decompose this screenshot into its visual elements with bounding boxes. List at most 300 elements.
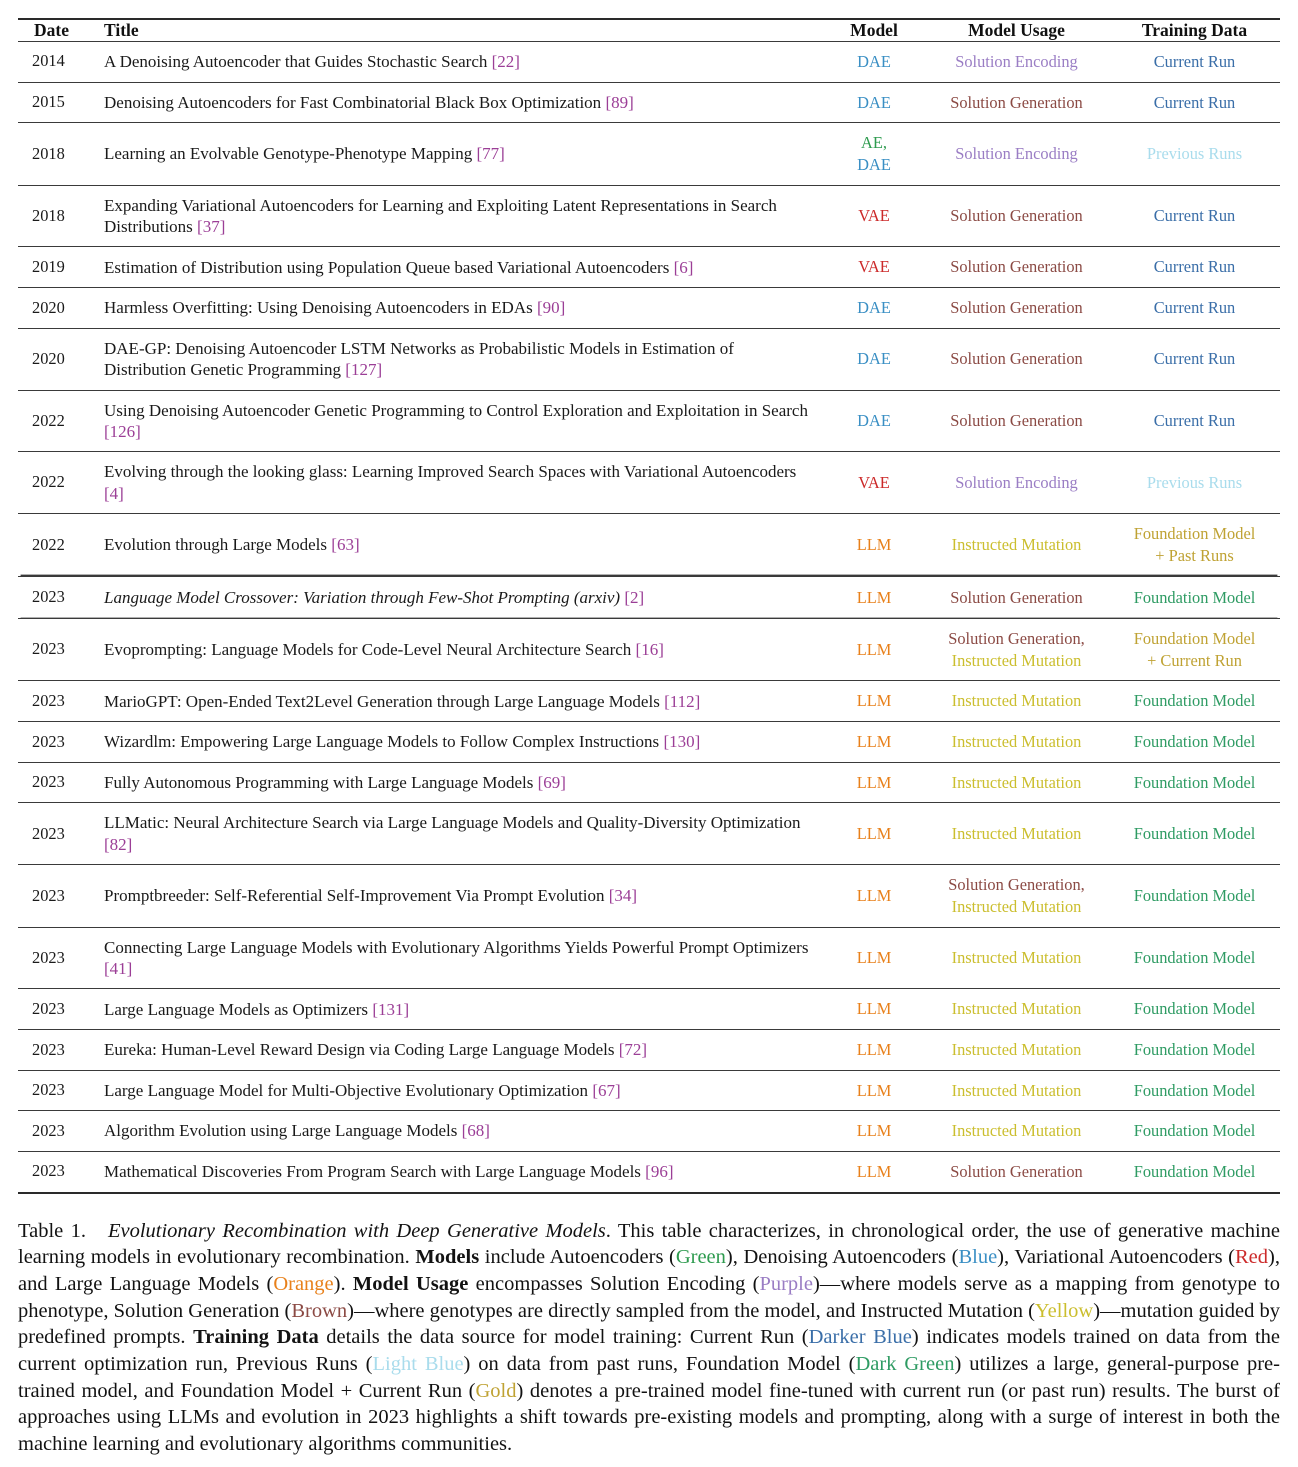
cell-date: 2020 xyxy=(32,297,65,317)
cell-model-line: LLM xyxy=(856,1040,892,1060)
cell-model-usage xyxy=(924,514,1109,576)
table-row xyxy=(18,247,1280,288)
caption-color-term: Purple xyxy=(759,1272,813,1295)
cell-model-usage xyxy=(924,576,1109,619)
cell-model-line: LLM xyxy=(856,535,892,555)
cell-training-data-line: Foundation Model xyxy=(1133,1121,1256,1141)
table-page xyxy=(0,18,1298,1457)
paper-title: Using Denoising Autoencoder Genetic Programming to Control Exploration and Exploitation in Search xyxy=(104,400,808,420)
caption-color-term: Gold xyxy=(475,1379,517,1402)
citation-reference[interactable]: [77] xyxy=(476,144,505,164)
caption-text: . This table characterizes, in chronological order, the use of generative machine learning models in evolutionary recombination. xyxy=(18,1219,1281,1269)
cell-date: 2015 xyxy=(32,92,65,112)
cell-model-usage-line: Instructed Mutation xyxy=(951,535,1082,555)
caption-text: )—mutation guided by predefined prompts. xyxy=(18,1299,1280,1349)
caption-title: Evolutionary Recombination with Deep Generative Models xyxy=(107,1219,606,1242)
table-row xyxy=(18,619,1280,681)
cell-training-data-line: + Past Runs xyxy=(1155,545,1234,565)
cell-model xyxy=(824,762,924,803)
cell-model-line: VAE xyxy=(858,257,890,277)
cell-model-usage xyxy=(924,1111,1109,1152)
cell-date: 2023 xyxy=(32,772,65,792)
caption-text: ), and Large Language Models ( xyxy=(18,1246,1280,1295)
cell-model xyxy=(824,1152,924,1193)
cell-model-line: LLM xyxy=(856,772,892,792)
table-row xyxy=(18,123,1280,185)
cell-training-data xyxy=(1109,762,1280,803)
citation-reference[interactable]: [22] xyxy=(491,52,520,72)
cell-model-usage-line: Instructed Mutation xyxy=(951,896,1082,916)
caption-color-term: Green xyxy=(675,1246,726,1269)
cell-date: 2023 xyxy=(32,1120,65,1140)
cell-training-data-line: Foundation Model xyxy=(1133,772,1256,792)
cell-model-line: AE, xyxy=(861,133,887,153)
citation-reference[interactable]: [2] xyxy=(624,587,645,607)
cell-title xyxy=(94,288,824,329)
citation-reference[interactable]: [112] xyxy=(664,691,701,711)
caption-color-term: Darker Blue xyxy=(808,1326,912,1349)
cell-training-data xyxy=(1109,803,1280,865)
cell-date: 2023 xyxy=(32,823,65,843)
citation-reference[interactable]: [37] xyxy=(197,217,226,237)
caption-color-term: Yellow xyxy=(1034,1299,1094,1322)
table-row xyxy=(18,1111,1280,1152)
column-header-model-usage: Model Usage xyxy=(968,20,1065,40)
header-row xyxy=(18,19,1280,42)
citation-reference[interactable]: [68] xyxy=(461,1121,490,1141)
cell-training-data xyxy=(1109,1152,1280,1193)
cell-model-line: DAE xyxy=(857,411,891,431)
cell-model-usage xyxy=(924,452,1109,514)
cell-title xyxy=(94,82,824,123)
cell-model-usage-line: Instructed Mutation xyxy=(951,824,1082,844)
cell-title xyxy=(94,390,824,452)
cell-model xyxy=(824,42,924,83)
caption-color-term: Red xyxy=(1235,1246,1269,1269)
cell-title xyxy=(94,576,824,619)
table-row xyxy=(18,865,1280,927)
cell-training-data xyxy=(1109,390,1280,452)
table-row xyxy=(18,762,1280,803)
cell-model-line: LLM xyxy=(856,1080,892,1100)
table-row xyxy=(18,1070,1280,1111)
cell-model xyxy=(824,288,924,329)
cell-training-data xyxy=(1109,82,1280,123)
table-row xyxy=(18,576,1280,619)
cell-model-usage xyxy=(924,1030,1109,1071)
cell-model-usage-line: Solution Generation xyxy=(950,1162,1083,1181)
cell-training-data xyxy=(1109,619,1280,681)
cell-training-data-line: Current Run xyxy=(1153,411,1236,431)
citation-reference[interactable]: [63] xyxy=(331,535,360,555)
citation-reference[interactable]: [16] xyxy=(635,640,664,660)
caption-bold-term: Models xyxy=(415,1246,480,1269)
cell-training-data xyxy=(1109,1111,1280,1152)
table-caption xyxy=(18,1218,1280,1458)
cell-training-data xyxy=(1109,865,1280,927)
table-row xyxy=(18,328,1280,390)
cell-title xyxy=(94,328,824,390)
cell-model-usage-line: Solution Generation xyxy=(950,257,1083,277)
cell-model-usage xyxy=(924,42,1109,83)
cell-model xyxy=(824,619,924,681)
cell-date: 2023 xyxy=(32,1080,65,1100)
table-row xyxy=(18,390,1280,452)
cell-model-usage-line: Instructed Mutation xyxy=(951,999,1082,1019)
cell-date: 2018 xyxy=(32,143,65,163)
cell-model-usage-line: Solution Generation xyxy=(950,92,1083,112)
cell-model-usage xyxy=(924,288,1109,329)
cell-model-usage-line: Instructed Mutation xyxy=(951,1121,1082,1141)
cell-date: 2023 xyxy=(32,998,65,1018)
citation-reference[interactable]: [41] xyxy=(104,958,133,978)
cell-title xyxy=(94,1111,824,1152)
column-header-date: Date xyxy=(34,20,69,40)
cell-date: 2022 xyxy=(32,410,65,430)
paper-title: Harmless Overfitting: Using Denoising Autoencoders in EDAs xyxy=(104,298,537,318)
cell-title xyxy=(94,681,824,722)
cell-date: 2023 xyxy=(32,639,65,659)
citation-reference[interactable]: [69] xyxy=(537,772,566,792)
paper-title: MarioGPT: Open-Ended Text2Level Generation through Large Language Models xyxy=(104,691,665,711)
cell-model xyxy=(824,927,924,989)
cell-model-line: LLM xyxy=(856,1162,892,1181)
caption-body xyxy=(18,1220,1280,1455)
cell-model-usage xyxy=(924,722,1109,763)
cell-model xyxy=(824,247,924,288)
cell-training-data-line: Previous Runs xyxy=(1146,144,1243,164)
cell-training-data-line: Foundation Model xyxy=(1133,999,1256,1019)
cell-training-data-line: Foundation Model xyxy=(1133,524,1256,544)
cell-training-data-line: Current Run xyxy=(1153,92,1236,112)
paper-title: Algorithm Evolution using Large Language Models xyxy=(104,1121,462,1141)
cell-title xyxy=(94,452,824,514)
cell-model-line: DAE xyxy=(857,298,891,318)
table-row xyxy=(18,514,1280,576)
cell-title xyxy=(94,722,824,763)
paper-title: Evoprompting: Language Models for Code-Level Neural Architecture Search xyxy=(104,640,636,660)
cell-date: 2022 xyxy=(32,534,65,554)
cell-title xyxy=(94,123,824,185)
cell-date: 2023 xyxy=(32,1039,65,1059)
cell-title xyxy=(94,1070,824,1111)
cell-model-usage-line: Instructed Mutation xyxy=(951,948,1082,968)
cell-training-data xyxy=(1109,247,1280,288)
cell-model-usage xyxy=(924,762,1109,803)
cell-model-usage-line: Solution Generation xyxy=(950,298,1083,318)
cell-model-usage-line: Solution Encoding xyxy=(955,52,1078,71)
table-row xyxy=(18,185,1280,247)
paper-title: Estimation of Distribution using Population Queue based Variational Autoencoders xyxy=(104,257,674,277)
cell-model-usage-line: Instructed Mutation xyxy=(951,732,1082,752)
cell-model xyxy=(824,514,924,576)
cell-model-line: DAE xyxy=(857,154,891,174)
cell-title xyxy=(94,247,824,288)
table-body xyxy=(18,42,1280,1193)
citation-reference[interactable]: [34] xyxy=(608,886,638,906)
cell-model xyxy=(824,681,924,722)
cell-training-data-line: Foundation Model xyxy=(1133,1040,1256,1060)
paper-title: A Denoising Autoencoder that Guides Stochastic Search xyxy=(104,52,492,72)
cell-model xyxy=(824,1030,924,1071)
table-row xyxy=(18,82,1280,123)
cell-model-usage-line: Solution Encoding xyxy=(955,144,1078,164)
cell-training-data xyxy=(1109,185,1280,247)
cell-title xyxy=(94,514,824,576)
cell-training-data xyxy=(1109,42,1280,83)
cell-model-line: DAE xyxy=(857,92,891,112)
paper-title: LLMatic: Neural Architecture Search via Large Language Models and Quality-Diversity Optimization xyxy=(104,813,801,833)
cell-model-usage xyxy=(924,82,1109,123)
cell-model-line: LLM xyxy=(856,948,892,968)
cell-training-data xyxy=(1109,123,1280,185)
cell-training-data-line: Current Run xyxy=(1153,52,1236,71)
cell-model xyxy=(824,1070,924,1111)
table-row xyxy=(18,681,1280,722)
paper-title: Promptbreeder: Self-Referential Self-Improvement Via Prompt Evolution xyxy=(104,886,609,906)
column-header-training-data: Training Data xyxy=(1141,20,1248,40)
cell-model-usage xyxy=(924,185,1109,247)
cell-date: 2022 xyxy=(32,472,65,492)
paper-title: Eureka: Human-Level Reward Design via Coding Large Language Models xyxy=(104,1040,619,1060)
cell-model-line: LLM xyxy=(856,691,892,711)
cell-model-usage-line: Solution Encoding xyxy=(955,472,1078,492)
cell-training-data xyxy=(1109,927,1280,989)
caption-text: encompasses Solution Encoding ( xyxy=(468,1272,760,1295)
caption-text: include Autoencoders ( xyxy=(479,1246,676,1269)
cell-model-usage xyxy=(924,390,1109,452)
cell-title xyxy=(94,185,824,247)
cell-model-line: DAE xyxy=(857,349,891,369)
cell-model-usage-line: Instructed Mutation xyxy=(951,650,1082,670)
table-row xyxy=(18,1030,1280,1071)
caption-text: ) utilizes a large, general-purpose pre-trained model, and Foundation Model + Current Run ( xyxy=(18,1352,1280,1402)
column-header-title: Title xyxy=(104,20,139,40)
paper-title: DAE-GP: Denoising Autoencoder LSTM Networks as Probabilistic Models in Estimation of Distribution Genetic Programming xyxy=(104,338,734,380)
cell-training-data xyxy=(1109,722,1280,763)
caption-text: details the data source for model training: Current Run ( xyxy=(318,1326,809,1349)
cell-model-usage xyxy=(924,1070,1109,1111)
cell-title xyxy=(94,1030,824,1071)
caption-color-term: Dark Green xyxy=(855,1352,955,1375)
cell-training-data-line: Current Run xyxy=(1153,206,1236,226)
cell-model-usage xyxy=(924,619,1109,681)
citation-reference[interactable]: [67] xyxy=(592,1080,621,1100)
caption-color-term: Light Blue xyxy=(372,1352,464,1375)
cell-model-line: VAE xyxy=(858,206,890,226)
paper-title: Expanding Variational Autoencoders for Learning and Exploiting Latent Representations in Search Distributions xyxy=(104,195,777,237)
cell-training-data-line: Current Run xyxy=(1153,257,1236,277)
paper-title: Evolution through Large Models xyxy=(104,535,332,555)
cell-model-usage-line: Instructed Mutation xyxy=(951,772,1082,792)
cell-training-data-line: Foundation Model xyxy=(1133,587,1256,607)
caption-color-term: Brown xyxy=(291,1299,348,1322)
table-row xyxy=(18,722,1280,763)
cell-model-usage-line: Instructed Mutation xyxy=(951,1040,1082,1060)
cell-training-data-line: Foundation Model xyxy=(1133,948,1256,968)
cell-date: 2023 xyxy=(32,731,65,751)
cell-model xyxy=(824,328,924,390)
caption-color-term: Orange xyxy=(273,1272,334,1295)
cell-model-line: LLM xyxy=(856,1121,892,1141)
cell-training-data-line: Foundation Model xyxy=(1133,1080,1256,1100)
cell-training-data xyxy=(1109,452,1280,514)
cell-model-usage xyxy=(924,989,1109,1030)
table-row xyxy=(18,1152,1280,1193)
citation-reference[interactable]: [131] xyxy=(372,999,410,1019)
cell-model-line: LLM xyxy=(856,732,892,752)
table-row xyxy=(18,288,1280,329)
caption-text: ), Denoising Autoencoders ( xyxy=(725,1246,959,1269)
table-row xyxy=(18,989,1280,1030)
citation-reference[interactable]: [96] xyxy=(645,1162,674,1182)
paper-title: Learning an Evolvable Genotype-Phenotype Mapping xyxy=(104,144,477,164)
cell-title xyxy=(94,927,824,989)
cell-title xyxy=(94,619,824,681)
cell-model xyxy=(824,452,924,514)
cell-title xyxy=(94,1152,824,1193)
cell-model-line: LLM xyxy=(856,886,892,906)
citation-reference[interactable]: [72] xyxy=(618,1040,648,1060)
cell-model-usage xyxy=(924,865,1109,927)
cell-model xyxy=(824,722,924,763)
cell-date: 2023 xyxy=(32,586,65,606)
cell-training-data-line: Foundation Model xyxy=(1133,732,1256,752)
cell-model-line: VAE xyxy=(858,472,890,492)
paper-title: Large Language Models as Optimizers xyxy=(104,999,373,1019)
cell-model xyxy=(824,82,924,123)
table-row xyxy=(18,803,1280,865)
cell-training-data xyxy=(1109,681,1280,722)
cell-training-data xyxy=(1109,328,1280,390)
caption-text: ). xyxy=(333,1272,353,1295)
cell-model-usage-line: Solution Generation, xyxy=(948,875,1085,895)
cell-training-data-line: + Current Run xyxy=(1147,650,1242,670)
cell-model xyxy=(824,865,924,927)
cell-training-data xyxy=(1109,1070,1280,1111)
caption-label: Table 1. xyxy=(18,1219,86,1242)
cell-date: 2023 xyxy=(32,690,65,710)
cell-training-data xyxy=(1109,989,1280,1030)
table-row xyxy=(18,42,1280,83)
cell-title xyxy=(94,42,824,83)
cell-training-data-line: Foundation Model xyxy=(1133,886,1256,906)
cell-date: 2023 xyxy=(32,1161,65,1181)
caption-text: ) denotes a pre-trained model fine-tuned with current run (or past run) results. The burst of approaches using LLMs and evolution in 2023 highlights a shift towards pre-existing models and prompting, along with a surge of interest in both the machine learning and evolutionary algorithms communities. xyxy=(18,1379,1280,1455)
caption-text: )—where models serve as a mapping from genotype to phenotype, Solution Generation ( xyxy=(18,1272,1281,1322)
cell-date: 2018 xyxy=(32,205,65,225)
cell-training-data-line: Foundation Model xyxy=(1133,629,1256,649)
cell-model-usage xyxy=(924,927,1109,989)
cell-model-usage-line: Solution Generation xyxy=(950,206,1083,226)
cell-model xyxy=(824,989,924,1030)
cell-model-usage xyxy=(924,681,1109,722)
cell-model xyxy=(824,123,924,185)
caption-bold-term: Model Usage xyxy=(352,1272,469,1295)
generative-models-table xyxy=(18,18,1280,1194)
cell-model-line: LLM xyxy=(856,587,892,607)
cell-date: 2014 xyxy=(32,51,65,71)
cell-model-line: LLM xyxy=(856,999,892,1019)
table-row xyxy=(18,927,1280,989)
paper-title: Denoising Autoencoders for Fast Combinatorial Black Box Optimization xyxy=(104,92,606,112)
caption-text: ) indicates models trained on data from the current optimization run, Previous Runs ( xyxy=(18,1326,1281,1375)
caption-text: ) on data from past runs, Foundation Model ( xyxy=(463,1352,856,1375)
cell-model xyxy=(824,185,924,247)
cell-training-data-line: Foundation Model xyxy=(1133,824,1256,844)
paper-title: Language Model Crossover: Variation through Few-Shot Prompting (arxiv) xyxy=(104,587,625,607)
citation-reference[interactable]: [4] xyxy=(104,483,124,503)
column-header-model: Model xyxy=(850,20,898,40)
cell-title xyxy=(94,762,824,803)
cell-training-data-line: Current Run xyxy=(1153,349,1236,369)
cell-model-line: LLM xyxy=(856,639,892,659)
citation-reference[interactable]: [6] xyxy=(673,257,694,277)
caption-bold-term: Training Data xyxy=(193,1326,319,1349)
cell-training-data xyxy=(1109,288,1280,329)
citation-reference[interactable]: [89] xyxy=(605,92,634,112)
cell-training-data-line: Current Run xyxy=(1153,298,1236,318)
citation-reference[interactable]: [90] xyxy=(536,298,566,318)
cell-model-usage xyxy=(924,1152,1109,1193)
cell-model-usage-line: Solution Generation, xyxy=(948,629,1085,649)
cell-title xyxy=(94,989,824,1030)
cell-model-usage-line: Solution Generation xyxy=(950,349,1083,369)
cell-model-line: LLM xyxy=(856,824,892,844)
paper-title: Wizardlm: Empowering Large Language Models to Follow Complex Instructions xyxy=(104,732,664,752)
citation-reference[interactable]: [127] xyxy=(345,360,383,380)
caption-text: )—where genotypes are directly sampled from the model, and Instructed Mutation ( xyxy=(347,1299,1035,1322)
citation-reference[interactable]: [126] xyxy=(104,421,141,441)
cell-date: 2020 xyxy=(32,348,65,368)
cell-training-data xyxy=(1109,514,1280,576)
table-row xyxy=(18,452,1280,514)
paper-title: Fully Autonomous Programming with Large Language Models xyxy=(104,772,538,792)
citation-reference[interactable]: [82] xyxy=(104,834,133,854)
cell-model-usage xyxy=(924,328,1109,390)
cell-model-usage xyxy=(924,123,1109,185)
cell-model-usage-line: Solution Generation xyxy=(950,587,1083,607)
paper-title: Large Language Model for Multi-Objective Evolutionary Optimization xyxy=(104,1080,593,1100)
cell-model xyxy=(824,390,924,452)
citation-reference[interactable]: [130] xyxy=(663,732,701,752)
cell-model-usage-line: Solution Generation xyxy=(950,411,1083,431)
cell-training-data-line: Previous Runs xyxy=(1146,472,1243,492)
cell-training-data-line: Foundation Model xyxy=(1133,1162,1256,1181)
caption-color-term: Blue xyxy=(958,1246,998,1269)
paper-title: Mathematical Discoveries From Program Search with Large Language Models xyxy=(104,1162,646,1182)
cell-model-usage-line: Instructed Mutation xyxy=(951,1080,1082,1100)
cell-training-data xyxy=(1109,1030,1280,1071)
cell-date: 2019 xyxy=(32,256,65,276)
cell-training-data-line: Foundation Model xyxy=(1133,691,1256,711)
cell-title xyxy=(94,865,824,927)
caption-text: ), Variational Autoencoders ( xyxy=(997,1246,1235,1269)
cell-model xyxy=(824,576,924,619)
cell-training-data xyxy=(1109,576,1280,619)
cell-date: 2023 xyxy=(32,947,65,967)
paper-title: Evolving through the looking glass: Learning Improved Search Spaces with Variational Autoencoders xyxy=(104,462,797,482)
cell-model-line: DAE xyxy=(857,52,891,71)
cell-model xyxy=(824,1111,924,1152)
cell-model xyxy=(824,803,924,865)
table-header xyxy=(18,19,1280,42)
cell-model-usage-line: Instructed Mutation xyxy=(951,691,1082,711)
cell-title xyxy=(94,803,824,865)
cell-date: 2023 xyxy=(32,885,65,905)
cell-model-usage xyxy=(924,803,1109,865)
paper-title: Connecting Large Language Models with Evolutionary Algorithms Yields Powerful Prompt Optimizers xyxy=(104,937,809,957)
